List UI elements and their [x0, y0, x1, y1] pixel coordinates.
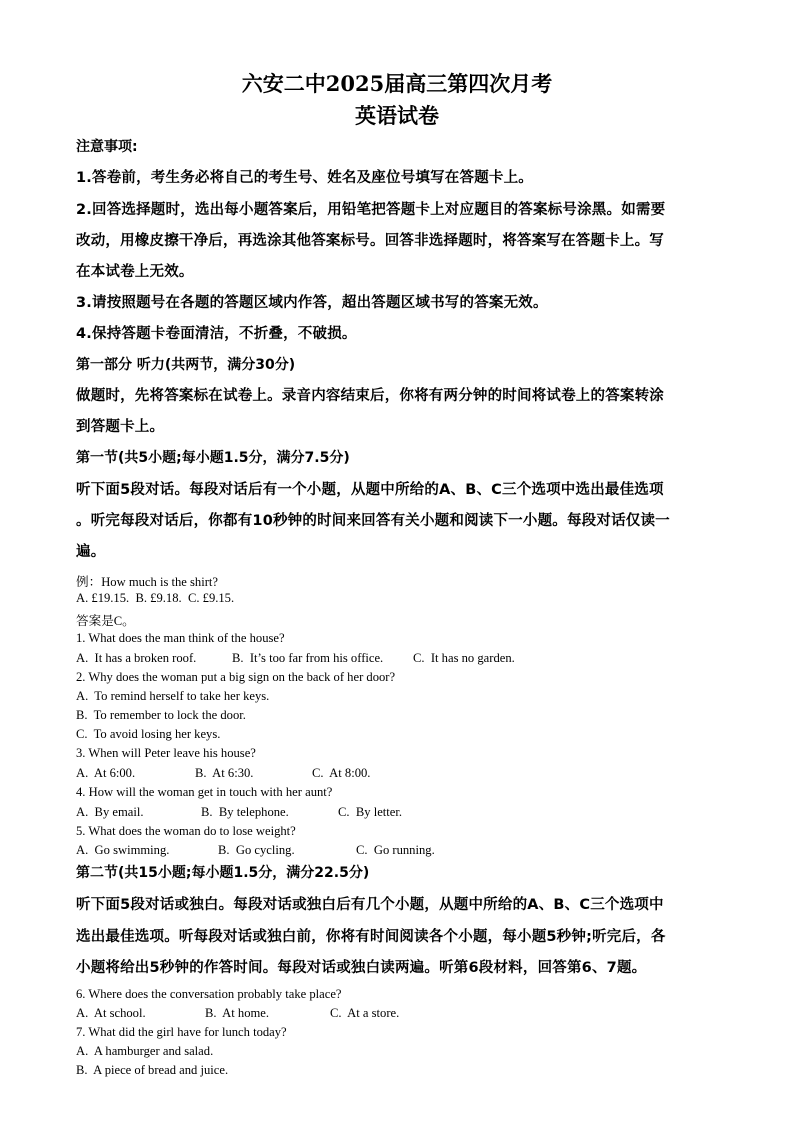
question-5-option-c: C. Go running. — [356, 843, 435, 857]
question-2-option-c: C. To avoid losing her keys. — [76, 727, 221, 741]
section1-instr-line-3: 遍。 — [76, 544, 106, 560]
question-7: 7. What did the girl have for lunch today? — [76, 1025, 287, 1039]
example-question: 例：How much is the shirt? — [76, 575, 219, 589]
question-5: 5. What does the woman do to lose weight? — [76, 824, 296, 838]
example-answer: 答案是C。 — [76, 614, 135, 628]
question-4-option-a: A. By email. — [76, 805, 144, 819]
section2-heading: 第二节(共15小题;每小题1.5分，满分22.5分) — [76, 865, 370, 881]
section1-heading: 第一节(共5小题;每小题1.5分，满分7.5分) — [76, 450, 350, 466]
question-1: 1. What does the man think of the house? — [76, 631, 285, 645]
question-4-option-b: B. By telephone. — [201, 805, 289, 819]
section2-instr-line-3: 小题将给出5秒钟的作答时间。每段对话或独白读两遍。听第6段材料，回答第6、7题。 — [76, 960, 647, 976]
question-7-option-a: A. A hamburger and salad. — [76, 1044, 214, 1058]
question-6: 6. Where does the conversation probably take place? — [76, 987, 342, 1001]
section1-instr-line-2: 。听完每段对话后，你都有10秒钟的时间来回答有关小题和阅读下一小题。每段对话仅读一 — [76, 513, 670, 529]
question-3-option-c: C. At 8:00. — [312, 766, 371, 780]
note-item-1: 1.答卷前，考生务必将自己的考生号、姓名及座位号填写在答题卡上。 — [76, 170, 533, 186]
question-7-option-b: B. A piece of bread and juice. — [76, 1063, 229, 1077]
question-5-option-b: B. Go cycling. — [218, 843, 295, 857]
note-item-2-line-2: 改动，用橡皮擦干净后，再选涂其他答案标号。回答非选择题时，将答案写在答题卡上。写 — [76, 233, 664, 249]
part1-intro-line-1: 做题时，先将答案标在试卷上。录音内容结束后，你将有两分钟的时间将试卷上的答案转涂 — [76, 388, 664, 404]
question-5-option-a: A. Go swimming. — [76, 843, 170, 857]
question-1-option-c: C. It has no garden. — [413, 651, 515, 665]
question-1-option-a: A. It has a broken roof. — [76, 651, 197, 665]
question-3-option-b: B. At 6:30. — [195, 766, 254, 780]
part1-heading: 第一部分 听力(共两节，满分30分) — [76, 357, 296, 373]
note-item-4: 4.保持答题卡卷面清洁，不折叠，不破损。 — [76, 326, 357, 342]
question-4: 4. How will the woman get in touch with her aunt? — [76, 785, 333, 799]
note-item-2-line-3: 在本试卷上无效。 — [76, 264, 194, 280]
question-2-option-b: B. To remember to lock the door. — [76, 708, 246, 722]
note-item-3: 3.请按照题号在各题的答题区域内作答，超出答题区域书写的答案无效。 — [76, 295, 548, 311]
question-6-option-b: B. At home. — [205, 1006, 270, 1020]
question-4-option-c: C. By letter. — [338, 805, 403, 819]
exam-title: 六安二中2025届高三第四次月考 — [241, 71, 553, 96]
note-item-2-line-1: 2.回答选择题时，选出每小题答案后，用铅笔把答题卡上对应题目的答案标号涂黑。如需要 — [76, 202, 666, 218]
question-2: 2. Why does the woman put a big sign on the back of her door? — [76, 670, 396, 684]
section2-instr-line-2: 选出最佳选项。听每段对话或独白前，你将有时间阅读各个小题，每小题5秒钟;听完后，各 — [76, 929, 666, 945]
question-6-option-c: C. At a store. — [330, 1006, 400, 1020]
question-2-option-a: A. To remind herself to take her keys. — [76, 689, 270, 703]
question-1-option-b: B. It’s too far from his office. — [232, 651, 384, 665]
exam-subtitle: 英语试卷 — [355, 103, 439, 128]
question-6-option-a: A. At school. — [76, 1006, 146, 1020]
part1-intro-line-2: 到答题卡上。 — [76, 419, 165, 435]
notes-heading: 注意事项: — [76, 139, 138, 155]
question-3: 3. When will Peter leave his house? — [76, 746, 256, 760]
question-3-option-a: A. At 6:00. — [76, 766, 136, 780]
section1-instr-line-1: 听下面5段对话。每段对话后有一个小题，从题中所给的A、B、C三个选项中选出最佳选项 — [76, 482, 664, 498]
section2-instr-line-1: 听下面5段对话或独白。每段对话或独白后有几个小题，从题中所给的A、B、C三个选项中 — [76, 897, 664, 913]
example-options: A. £19.15. B. £9.18. C. £9.15. — [76, 591, 235, 605]
